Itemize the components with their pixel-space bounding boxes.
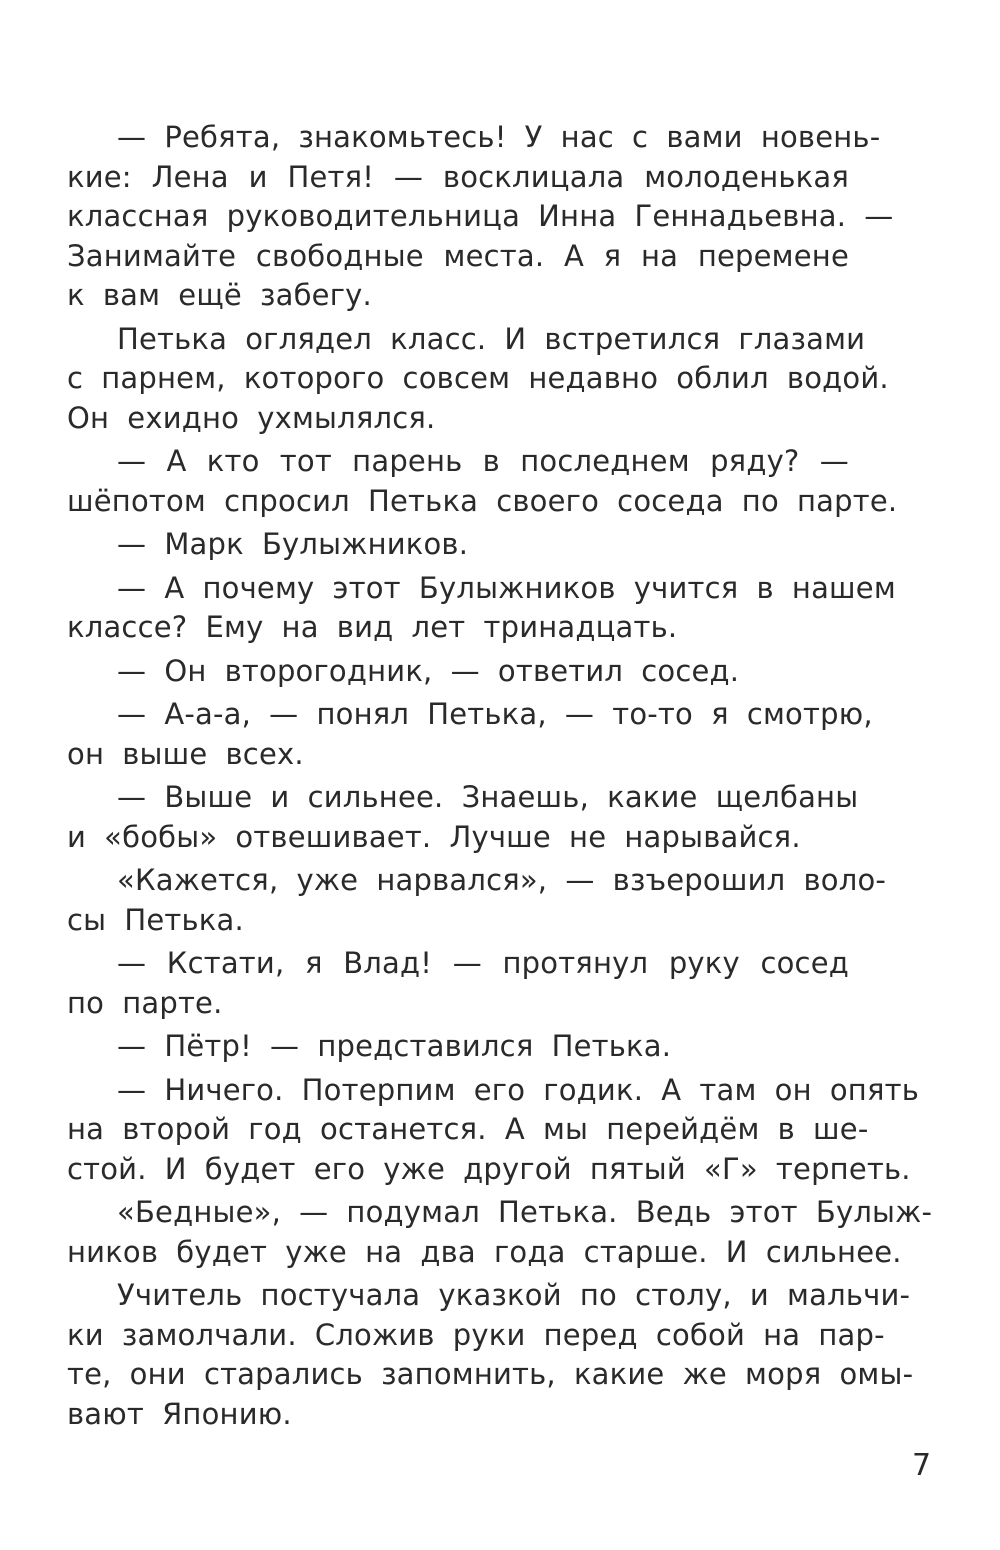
paragraph [67, 695, 873, 774]
text-line: к вам ещё забегу. [67, 278, 372, 312]
paragraph [67, 778, 859, 857]
text-line: шёпотом спросил Петька своего соседа по парте. [67, 483, 898, 518]
text-line: — Марк Булыжников. [117, 527, 469, 561]
paragraph [67, 442, 898, 521]
body-text [67, 118, 933, 1438]
text-line: — Ничего. Потерпим его годик. А там он опять [117, 1072, 919, 1107]
text-line: — Кстати, я Влад! — протянул руку сосед [117, 946, 849, 980]
text-line: с парнем, которого совсем недавно облил водой. [67, 361, 889, 395]
text-line: ки замолчали. Сложив руки перед собой на пар- [67, 1317, 885, 1352]
paragraph [67, 1071, 919, 1190]
paragraph [67, 944, 849, 1023]
text-line: Учитель постучала указкой по столу, и мальчи- [117, 1278, 911, 1312]
text-line: — А-а-а, — понял Петька, — то-то я смотрю, [117, 697, 873, 731]
text-line: Он ехидно ухмылялся. [67, 400, 436, 435]
text-line: — А кто тот парень в последнем ряду? — [117, 444, 849, 478]
paragraph [67, 1027, 849, 1067]
text-line: вают Японию. [67, 1396, 292, 1431]
text-line: Петька оглядел класс. И встретился глазами [117, 321, 866, 356]
text-line: — Ребята, знакомьтесь! У нас с вами новень- [117, 120, 881, 154]
paragraph [67, 652, 849, 692]
text-line: ников будет уже на два года старше. И сильнее. [67, 1234, 902, 1269]
text-line: те, они старались запомнить, какие же моря омы- [67, 1357, 914, 1391]
text-line: «Бедные», — подумал Петька. Ведь этот Булыж- [117, 1195, 933, 1229]
text-line: стой. И будет его уже другой пятый «Г» терпеть. [67, 1151, 911, 1186]
text-line: по парте. [67, 985, 223, 1020]
text-line: классе? Ему на вид лет тринадцать. [67, 610, 678, 644]
text-line: «Кажется, уже нарвался», — взъерошил воло- [117, 863, 887, 897]
text-line: он выше всех. [67, 736, 304, 771]
paragraph [67, 1276, 914, 1434]
paragraph [67, 861, 887, 940]
text-line: сы Петька. [67, 902, 244, 937]
text-line: — Пётр! — представился Петька. [117, 1029, 672, 1063]
text-line: и «бобы» отвешивает. Лучше не нарывайся. [67, 819, 801, 854]
text-line: — Он второгодник, — ответил сосед. [117, 653, 740, 688]
text-line: на второй год останется. А мы перейдём в ше- [67, 1112, 869, 1146]
text-line: классная руководительница Инна Геннадьевна. — [67, 199, 894, 233]
text-line: кие: Лена и Петя! — восклицала молоденькая [67, 159, 849, 194]
paragraph [67, 118, 894, 316]
paragraph [67, 525, 849, 565]
text-line: Занимайте свободные места. А я на перемене [67, 238, 849, 273]
page-number: 7 [912, 1448, 932, 1483]
text-line: — А почему этот Булыжников учится в нашем [117, 570, 896, 605]
paragraph [67, 569, 896, 648]
text-line: — Выше и сильнее. Знаешь, какие щелбаны [117, 780, 859, 814]
paragraph [67, 1193, 933, 1272]
paragraph [67, 320, 889, 439]
